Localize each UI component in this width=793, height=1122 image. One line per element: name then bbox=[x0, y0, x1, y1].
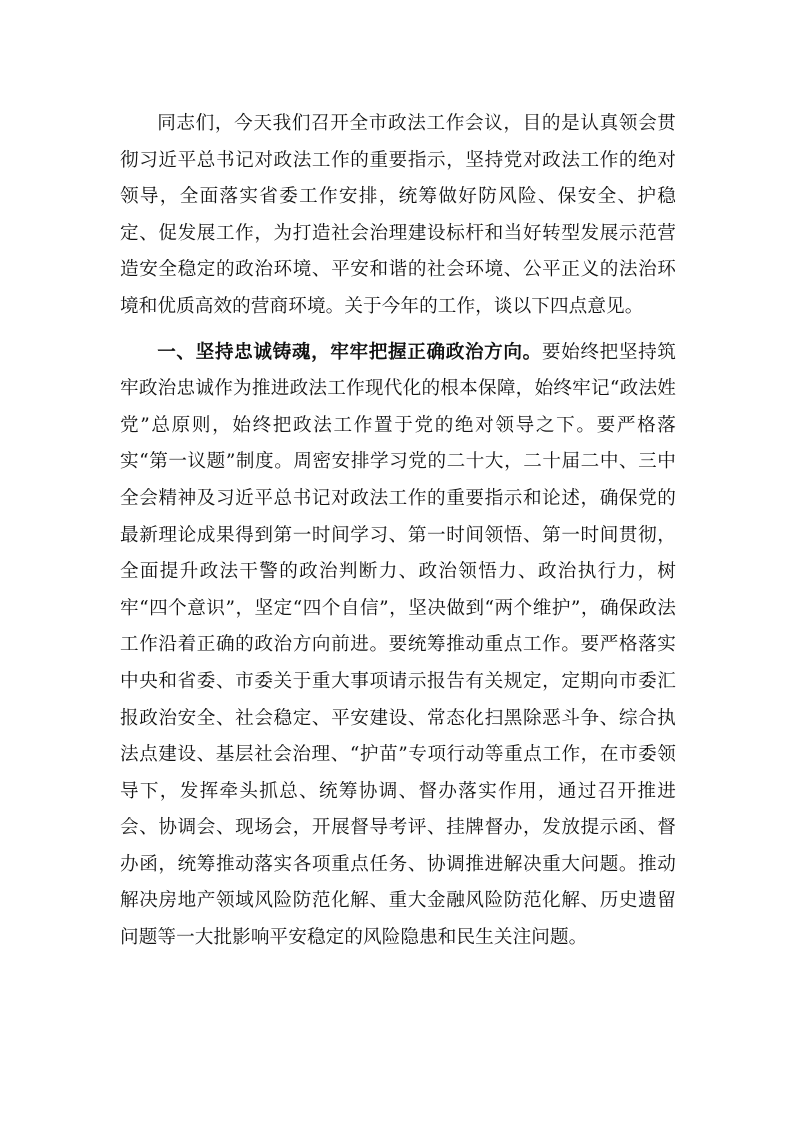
paragraph-opening bbox=[120, 106, 676, 326]
section-one-text: 要始终把坚持筑牢政治忠诚作为推进政法工作现代化的根本保障，始终牢记“政法姓党”总原则，始终把政法工作置于党的绝对领导之下。要严格落实“第一议题”制度。周密安排学习党的二十大，二十届二中、三中全会精神及习近平总书记对政法工作的重要指示和论述，确保党的最新理论成果得到第一时间学习、第一时间领悟、第一时间贯彻，全面提升政法干警的政治判断力、政治领悟力、政治执行力，树牢“四个意识”，坚定“四个自信”，坚决做到“两个维护”，确保政法工作沿着正确的政治方向前进。要统筹推动重点工作。要严格落实中央和省委、市委关于重大事项请示报告有关规定，定期向市委汇报政治安全、社会稳定、平安建设、常态化扫黑除恶斗争、综合执法点建设、基层社会治理、“护苗”专项行动等重点工作，在市委领导下，发挥牵头抓总、统筹协调、督办落实作用，通过召开推进会、协调会、现场会，开展督导考评、挂牌督办，发放提示函、督办函，统筹推动落实各项重点任务、协调推进解决重大问题。推动解决房地产领域风险防范化解、重大金融风险防范化解、历史遗留问题等一大批影响平安稳定的风险隐患和民生关注问题。 bbox=[120, 341, 676, 949]
section-one-heading: 一、坚持忠诚铸魂，牢牢把握正确政治方向。 bbox=[157, 341, 542, 363]
paragraph-section-one bbox=[120, 335, 676, 957]
paragraph-opening-text: 同志们，今天我们召开全市政法工作会议，目的是认真领会贯彻习近平总书记对政法工作的重要指示，坚持党对政法工作的绝对领导，全面落实省委工作安排，统筹做好防风险、保安全、护稳定、促发展工作，为打造社会治理建设标杆和当好转型发展示范营造安全稳定的政治环境、平安和谐的社会环境、公平正义的法治环境和优质高效的营商环境。关于今年的工作，谈以下四点意见。 bbox=[120, 113, 676, 317]
document-body bbox=[120, 106, 676, 957]
